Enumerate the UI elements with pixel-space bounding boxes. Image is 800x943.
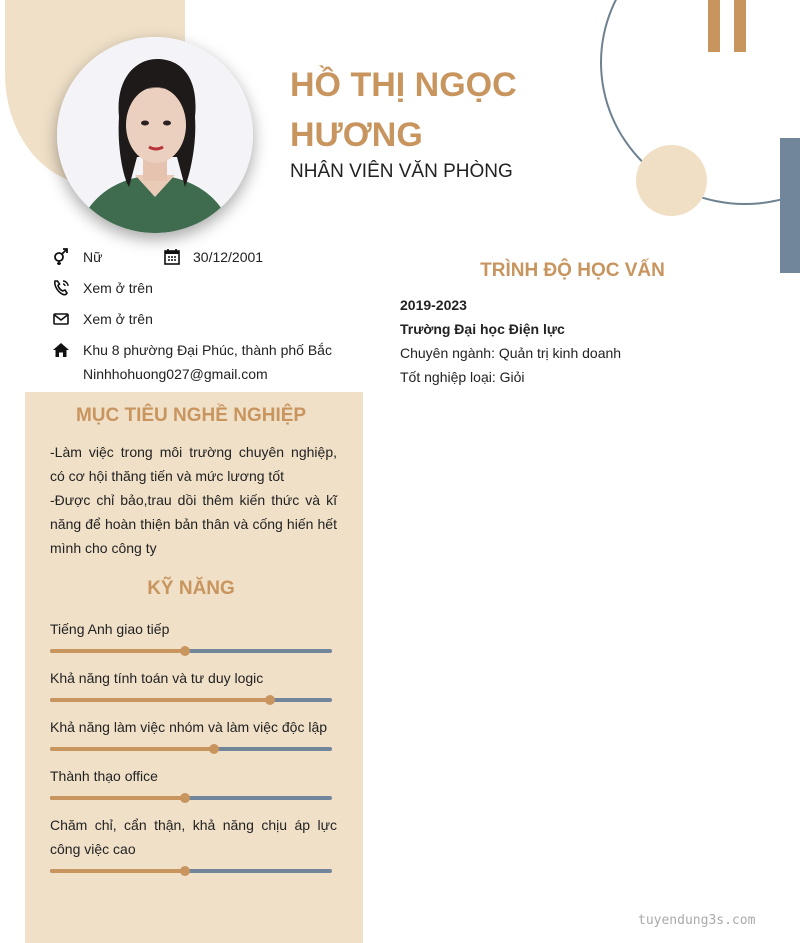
skill-label: Tiếng Anh giao tiếp bbox=[50, 621, 170, 637]
home-icon bbox=[52, 341, 70, 359]
objective-line: -Làm việc trong môi trường chuyên nghiệp, có cơ hội thăng tiến và mức lương tốt bbox=[50, 444, 337, 484]
job-title: NHÂN VIÊN VĂN PHÒNG bbox=[290, 161, 513, 182]
education-grade: Tốt nghiệp loại: Giỏi bbox=[400, 369, 525, 385]
phone-icon bbox=[52, 279, 70, 297]
objective-line: -Được chỉ bảo,trau dồi thêm kiến thức và kĩ năng để hoàn thiện bản thân và cống hiến hết mình cho công ty bbox=[50, 492, 337, 556]
skill-bar-fill bbox=[50, 747, 214, 751]
skill-bar-fill bbox=[50, 869, 185, 873]
email-address: Ninhhohuong027@gmail.com bbox=[83, 366, 268, 382]
gender-icon bbox=[52, 248, 70, 266]
skill-bar bbox=[50, 869, 332, 873]
decorative-bar bbox=[708, 0, 720, 52]
objective-title: MỤC TIÊU NGHỀ NGHIỆP bbox=[75, 405, 307, 426]
skill-label: Khả năng tính toán và tư duy logic bbox=[50, 670, 264, 686]
address-value: Khu 8 phường Đại Phúc, thành phố Bắc bbox=[83, 342, 332, 358]
birthdate-value: 30/12/2001 bbox=[193, 249, 264, 265]
candidate-name: HỒ THỊ NGỌC HƯƠNG bbox=[290, 66, 517, 154]
decorative-side-bar bbox=[780, 138, 800, 273]
watermark: tuyendung3s.com bbox=[638, 913, 756, 928]
skill-bar bbox=[50, 649, 332, 653]
gender-value: Nữ bbox=[83, 249, 103, 265]
calendar-icon bbox=[163, 248, 181, 266]
education-school: Trường Đại học Điện lực bbox=[400, 321, 565, 337]
avatar bbox=[57, 37, 253, 233]
skill-bar bbox=[50, 698, 332, 702]
skill-bar bbox=[50, 747, 332, 751]
education-title: TRÌNH ĐỘ HỌC VẤN bbox=[480, 260, 665, 281]
skill-label: Thành thạo office bbox=[50, 768, 158, 784]
education-major: Chuyên ngành: Quản trị kinh doanh bbox=[400, 345, 622, 361]
education-period: 2019-2023 bbox=[400, 297, 467, 313]
skill-label: Chăm chỉ, cẩn thận, khả năng chịu áp lực công việc cao bbox=[50, 817, 337, 857]
skill-bar-knob bbox=[265, 695, 275, 705]
objective-text bbox=[50, 440, 337, 560]
skill-bar-fill bbox=[50, 698, 270, 702]
email-value: Xem ở trên bbox=[83, 311, 153, 327]
skill-bar-fill bbox=[50, 796, 185, 800]
skill-bar-knob bbox=[209, 744, 219, 754]
skill-label: Khả năng làm việc nhóm và làm việc độc lập bbox=[50, 719, 328, 735]
mail-icon bbox=[52, 310, 70, 328]
skill-bar bbox=[50, 796, 332, 800]
decorative-bar bbox=[734, 0, 746, 52]
decorative-dot bbox=[636, 145, 707, 216]
skill-bar-fill bbox=[50, 649, 185, 653]
skills-title: KỸ NĂNG bbox=[147, 578, 235, 599]
phone-value: Xem ở trên bbox=[83, 280, 153, 296]
